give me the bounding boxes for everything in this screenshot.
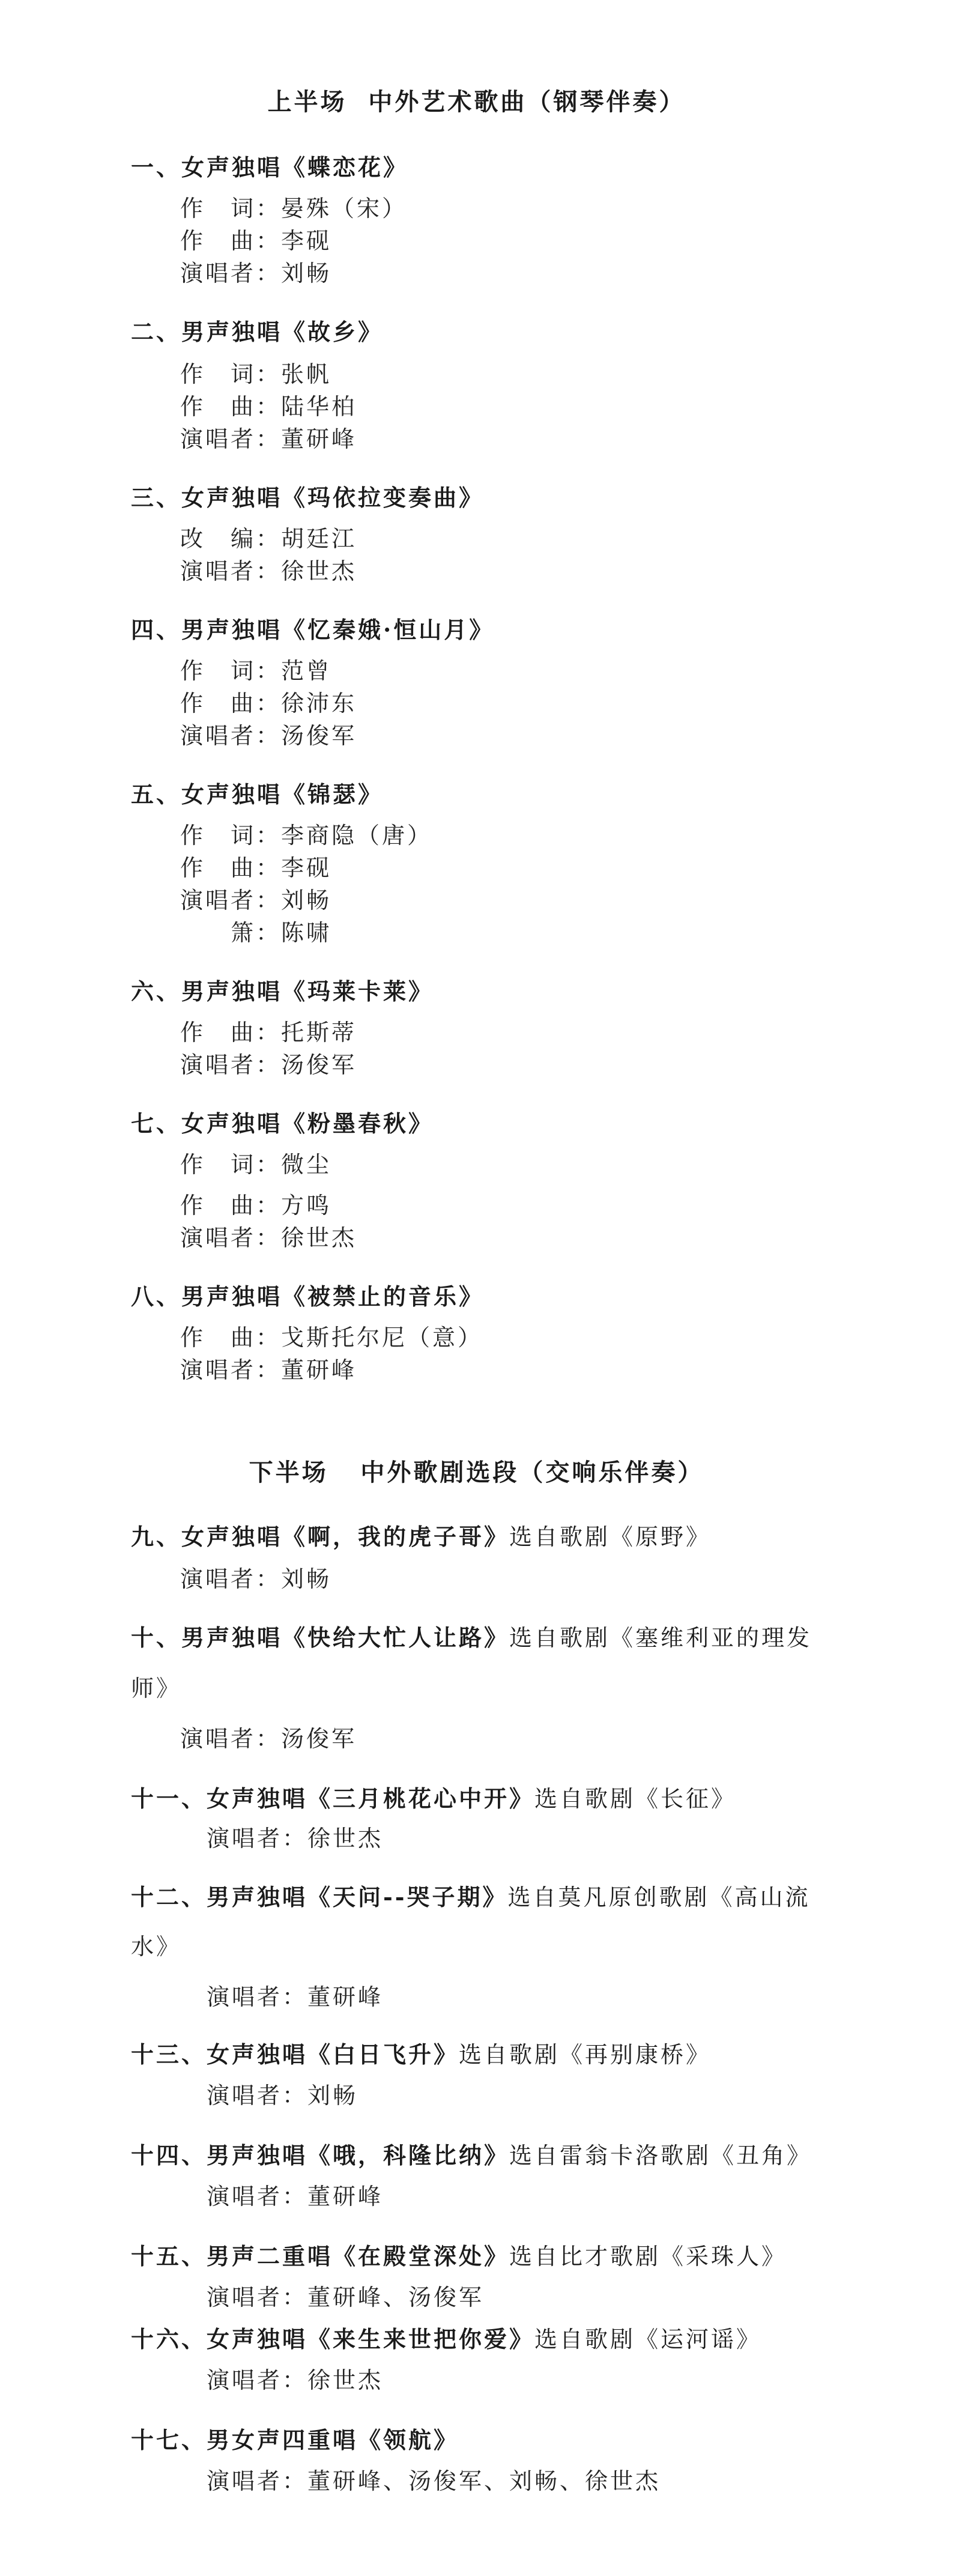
program-item-title: 十五、男声二重唱《在殿堂深处》: [131, 2243, 510, 2270]
program-item-detail: 作 曲：李砚: [180, 855, 332, 881]
program-item-detail: 作 曲：戈斯托尔尼（意）: [180, 1324, 483, 1351]
program-item-detail: 作 词：晏殊（宋）: [180, 195, 408, 222]
program-item-detail: 作 曲：陆华柏: [180, 393, 357, 420]
program-item-heading: 一、女声独唱《蝶恋花》: [131, 154, 409, 181]
program-item-detail: 作 曲：托斯蒂: [180, 1019, 357, 1046]
program-item-heading: 六、男声独唱《玛莱卡莱》: [131, 978, 434, 1005]
program-item-heading: [131, 2245, 787, 2268]
program-item-heading: [131, 2144, 812, 2167]
program-item-title: 十六、女声独唱《来生来世把你爱》: [131, 2326, 535, 2353]
program-item-heading: [131, 2043, 711, 2066]
program-item-detail: 演唱者：董研峰: [207, 1984, 384, 2010]
program-item-detail: 演唱者：刘畅: [180, 1566, 332, 1592]
program-item-detail: 演唱者：董研峰、汤俊军: [207, 2284, 485, 2311]
program-item-heading: [131, 1626, 812, 1649]
program-item-detail: 演唱者：刘畅: [180, 260, 332, 286]
program-item-detail: 演唱者：董研峰: [180, 426, 357, 452]
program-item-heading: 八、男声独唱《被禁止的音乐》: [131, 1283, 485, 1310]
program-item-detail: 演唱者：董研峰: [207, 2183, 384, 2210]
program-item-detail: 作 曲：方鸣: [180, 1192, 332, 1219]
program-item-source: 选自歌剧《原野》: [509, 1524, 712, 1550]
program-item-heading: 五、女声独唱《锦瑟》: [131, 781, 384, 808]
second-half-title: 下半场 中外歌剧选段（交响乐伴奏）: [249, 1458, 704, 1487]
program-item-source: 选自莫凡原创歌剧《高山流: [507, 1884, 811, 1911]
program-item-detail: 作 词：范曾: [180, 658, 332, 684]
program-item-detail: 演唱者：刘畅: [207, 2082, 359, 2109]
program-item-title: 九、女声独唱《啊，我的虎子哥》: [131, 1523, 510, 1550]
program-item-detail: 作 词：微尘: [180, 1151, 332, 1178]
program-item-title: 十七、男女声四重唱《领航》: [131, 2426, 459, 2453]
program-item-heading: 三、女声独唱《玛依拉变奏曲》: [131, 484, 485, 511]
program-item-detail: 作 词：张帆: [180, 361, 332, 387]
program-item-title: 十四、男声独唱《哦，科隆比纳》: [131, 2142, 510, 2169]
program-item-source: 选自歌剧《塞维利亚的理发: [509, 1625, 812, 1651]
program-item-detail: 演唱者：徐世杰: [207, 1825, 384, 1852]
program-item-detail: 演唱者：董研峰: [180, 1357, 357, 1383]
program-item-detail: 作 曲：李砚: [180, 228, 332, 254]
program-item-source: 选自歌剧《运河谣》: [534, 2326, 762, 2353]
program-item-detail: 作 曲：徐沛东: [180, 690, 357, 717]
program-item-detail: 演唱者：汤俊军: [180, 723, 357, 749]
program-item-detail: 作 词：李商隐（唐）: [180, 822, 433, 849]
program-item-detail: 改 编：胡廷江: [180, 526, 357, 552]
program-item-detail: 演唱者：董研峰、汤俊军、刘畅、徐世杰: [207, 2468, 661, 2494]
program-item-title: 十、男声独唱《快给大忙人让路》: [131, 1624, 510, 1651]
program-item-title: 十一、女声独唱《三月桃花心中开》: [131, 1785, 535, 1812]
program-item-source-cont: 师》: [131, 1675, 182, 1702]
program-item-detail: 演唱者：汤俊军: [180, 1052, 357, 1078]
program-item-source: 选自歌剧《再别康桥》: [459, 2041, 712, 2068]
program-item-detail: 箫：陈啸: [180, 920, 332, 946]
program-item-heading: 四、男声独唱《忆秦娥·恒山月》: [131, 616, 495, 643]
program-item-source: 选自比才歌剧《采珠人》: [509, 2243, 787, 2270]
program-item-heading: [131, 1523, 712, 1550]
program-item-heading: [131, 1787, 736, 1810]
program-item-title: 十三、女声独唱《白日飞升》: [131, 2041, 459, 2068]
program-item-heading: [131, 2426, 459, 2453]
program-item-title: 十二、男声独唱《天问--哭子期》: [131, 1884, 508, 1911]
program-item-detail: 演唱者：刘畅: [180, 887, 332, 914]
program-item-source: 选自雷翁卡洛歌剧《丑角》: [509, 2142, 812, 2169]
program-item-source: 选自歌剧《长征》: [534, 1786, 737, 1812]
program-item-heading: [131, 2328, 761, 2351]
program-item-heading: 七、女声独唱《粉墨春秋》: [131, 1110, 434, 1137]
first-half-title: 上半场 中外艺术歌曲（钢琴伴奏）: [267, 88, 686, 116]
program-item-detail: 演唱者：徐世杰: [180, 1225, 357, 1251]
program-item-detail: 演唱者：徐世杰: [180, 558, 357, 584]
program-item-heading: 二、男声独唱《故乡》: [131, 318, 384, 345]
program-item-source-cont: 水》: [131, 1933, 182, 1960]
program-item-detail: 演唱者：徐世杰: [207, 2367, 384, 2393]
program-item-detail: 演唱者：汤俊军: [180, 1726, 357, 1752]
program-item-heading: [131, 1886, 811, 1909]
